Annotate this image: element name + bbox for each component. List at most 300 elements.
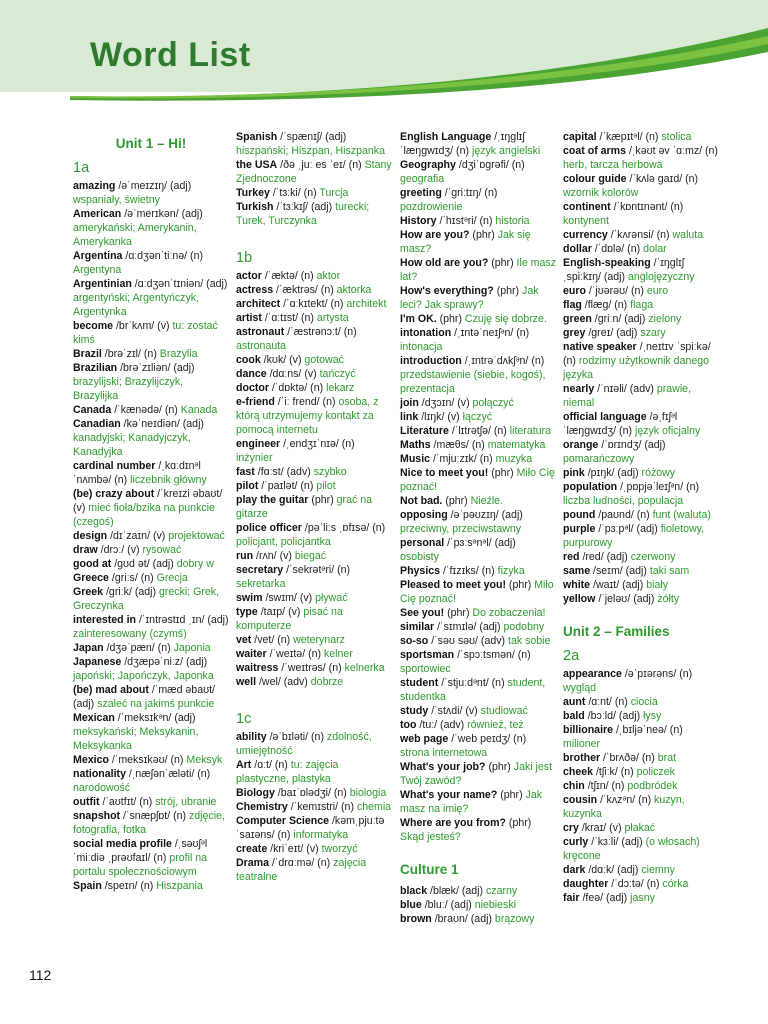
pronunciation: /ˈfɪzɪks/ (n) [440, 565, 495, 577]
headword: Where are you from? [400, 817, 506, 829]
pronunciation: /dʒæpəˈniːz/ (adj) [121, 656, 208, 668]
translation: ciemny [638, 864, 675, 876]
translation: intonacja [400, 341, 443, 353]
word-entry [236, 814, 392, 842]
translation: zajęcia teatralne [236, 857, 367, 883]
translation: żółty [654, 593, 680, 605]
translation: Czuję się dobrze. [461, 313, 547, 325]
translation: rysować [139, 544, 182, 556]
translation: pomarańczowy [563, 453, 635, 465]
word-entry [563, 466, 719, 480]
translation: wzornik kolorów [563, 187, 639, 199]
pronunciation: /speɪn/ (n) [101, 880, 154, 892]
translation: Miło Cię poznać! [400, 467, 555, 493]
word-entry [73, 403, 229, 417]
word-entry [400, 312, 556, 326]
pronunciation: /ˌbɪljəˈneə/ (n) [613, 724, 683, 736]
headword: How old are you? [400, 257, 489, 269]
translation: studiować [477, 705, 528, 717]
headword: white [563, 579, 591, 591]
word-entry [73, 207, 229, 249]
pronunciation: (phr) [442, 495, 468, 507]
word-entry [236, 130, 392, 158]
translation: podobny [500, 621, 545, 633]
translation: brązowy [491, 913, 535, 925]
pronunciation: /ɡreɪ/ (adj) [585, 327, 638, 339]
word-entry [563, 284, 719, 298]
headword: draw [73, 544, 98, 556]
translation: zielony [645, 313, 682, 325]
headword: police officer [236, 522, 302, 534]
translation: zdjęcie, fotografia, fotka [73, 810, 225, 836]
headword: secretary [236, 564, 284, 576]
pronunciation: /ˌɪntrəˈdʌkʃᵊn/ (n) [461, 355, 545, 367]
pronunciation: /wel/ (adv) [256, 676, 308, 688]
headword: actor [236, 270, 262, 282]
translation: łączyć [459, 411, 493, 423]
headword: waitress [236, 662, 279, 674]
translation: Skąd jesteś? [400, 831, 461, 843]
headword: Art [236, 759, 252, 771]
headword: Pleased to meet you! [400, 579, 506, 591]
pronunciation: (phr) [505, 817, 532, 829]
pronunciation: /mæθs/ (n) [430, 439, 485, 451]
word-entry [236, 661, 392, 675]
word-entry [236, 381, 392, 395]
translation: gotować [301, 354, 344, 366]
translation: liczba ludności, populacja [563, 495, 684, 507]
headword: English Language [400, 131, 492, 143]
pronunciation: /ˈtɜːkɪʃ/ (adj) [273, 201, 333, 213]
word-entry [563, 522, 719, 550]
pronunciation: /brˈkʌm/ (v) [113, 320, 170, 332]
word-entry [400, 424, 556, 438]
word-entry [563, 891, 719, 905]
pronunciation: /dʒiˈɒɡrəfi/ (n) [455, 159, 525, 171]
translation: czerwony [627, 551, 676, 563]
translation: również, też [464, 719, 524, 731]
translation: artysta [313, 312, 349, 324]
pronunciation: /ˈspɔːtsmən/ (n) [454, 649, 531, 661]
word-entry [236, 465, 392, 479]
translation: muzyka [492, 453, 533, 465]
headword: Japanese [73, 656, 122, 668]
pronunciation: /ˈæktə/ (n) [261, 270, 314, 282]
headword: intonation [400, 327, 452, 339]
word-entry [563, 340, 719, 382]
pronunciation: /tuː/ (adv) [416, 719, 465, 731]
word-entry [400, 410, 556, 424]
pronunciation: /dʒɔɪn/ (v) [418, 397, 470, 409]
pronunciation: /ˈdɒlə/ (n) [591, 243, 641, 255]
headword: I'm OK. [400, 313, 437, 325]
translation: chemia [353, 801, 392, 813]
word-entry [236, 325, 392, 353]
pronunciation: /ˌendʒɪˈnɪə/ (n) [280, 438, 355, 450]
headword: Music [400, 453, 431, 465]
pronunciation: (phr) [444, 607, 470, 619]
word-entry [400, 816, 556, 844]
translation: Hiszpania [153, 880, 203, 892]
pronunciation: /ˈtɜːki/ (n) [269, 187, 317, 199]
pronunciation: /ɡʊd ət/ (adj) [111, 558, 174, 570]
word-entry [236, 200, 392, 228]
pronunciation: /ˈkɜːli/ (adj) [588, 836, 643, 848]
translation: wygląd [563, 682, 596, 694]
translation: japoński; Japończyk, Japonka [73, 670, 214, 682]
translation: meksykański; Meksykanin, Meksykanka [73, 726, 199, 752]
pronunciation: /fɑːst/ (adv) [254, 466, 311, 478]
pronunciation: /əˈmeɪzɪŋ/ (adj) [115, 180, 192, 192]
headword: pink [563, 467, 585, 479]
pronunciation: /braʊn/ (adj) [431, 913, 492, 925]
word-entry [400, 228, 556, 256]
translation: informatyka [290, 829, 349, 841]
word-list-column-1 [73, 130, 229, 893]
translation: wspaniały, świetny [73, 194, 160, 206]
word-entry [400, 634, 556, 648]
headword: dark [563, 864, 586, 876]
headword: introduction [400, 355, 462, 367]
translation: Meksyk [183, 754, 223, 766]
word-entry [563, 200, 719, 228]
pronunciation: /ˌpɒpjəˈleɪʃᵊn/ (n) [617, 481, 700, 493]
word-entry [400, 788, 556, 816]
headword: interested in [73, 614, 136, 626]
word-entry [73, 795, 229, 809]
word-entry [563, 723, 719, 751]
pronunciation: /ˈlɪtrətʃə/ (n) [448, 425, 507, 437]
translation: sekretarka [236, 578, 286, 590]
translation: Argentyna [73, 264, 122, 276]
pronunciation: /ˈmeksɪkᵊn/ (adj) [114, 712, 196, 724]
translation: historia [492, 215, 530, 227]
translation: narodowość [73, 782, 131, 794]
pronunciation: /ˈweb peɪdʒ/ (n) [448, 733, 527, 745]
word-entry [73, 319, 229, 347]
headword: similar [400, 621, 435, 633]
word-entry [236, 493, 392, 521]
translation: przeciwny, przeciwstawny [400, 523, 522, 535]
translation: biologia [346, 787, 387, 799]
translation: Grecja [153, 572, 188, 584]
headword: well [236, 676, 257, 688]
word-entry [236, 395, 392, 437]
translation: turecki; Turek, Turczynka [236, 201, 370, 227]
headword: (be) mad about [73, 684, 149, 696]
pronunciation: /əˌfɪʃᵊl ˈlæŋɡwɪdʒ/ (n) [563, 411, 678, 437]
translation: mieć fioła/bzika na punkcie (czegoś) [73, 502, 215, 528]
pronunciation: /ðə ˌjuː es ˈeɪ/ (n) [277, 159, 362, 171]
translation: liczebnik główny [127, 474, 207, 486]
pronunciation: /kraɪ/ (v) [578, 822, 622, 834]
headword: coat of arms [563, 145, 626, 157]
word-entry [400, 676, 556, 704]
word-entry [73, 277, 229, 319]
translation: szaleć na jakimś punkcie [94, 698, 215, 710]
translation: profil na portalu społecznościowym [73, 852, 208, 878]
headword: create [236, 843, 268, 855]
pronunciation: /ˈɑːtɪst/ (n) [261, 312, 314, 324]
word-entry [73, 753, 229, 767]
translation: podbródek [624, 780, 678, 792]
translation: strój, ubranie [152, 796, 217, 808]
word-entry [400, 732, 556, 760]
headword: aunt [563, 696, 586, 708]
translation: pozdrowienie [400, 201, 463, 213]
translation: stolica [658, 131, 692, 143]
headword: Biology [236, 787, 275, 799]
word-entry [563, 592, 719, 606]
headword: study [400, 705, 429, 717]
pronunciation: /ˈkænədə/ (n) [111, 404, 178, 416]
pronunciation: /ˈspænɪʃ/ (adj) [277, 131, 347, 143]
word-entry [236, 297, 392, 311]
headword: cousin [563, 794, 598, 806]
headword: sportsman [400, 649, 455, 661]
headword: continent [563, 201, 611, 213]
headword: black [400, 885, 428, 897]
word-entry [563, 256, 719, 284]
translation: Jak się masz? [400, 229, 531, 255]
pronunciation: /ˌɪntəˈneɪʃᵊn/ (n) [451, 327, 530, 339]
word-entry [400, 564, 556, 578]
translation: rodzimy użytkownik danego języka [563, 355, 710, 381]
pronunciation: /brəˈzɪliən/ (adj) [117, 362, 195, 374]
translation: grecki; Grek, Greczynka [73, 586, 220, 612]
translation: jasny [627, 892, 655, 904]
headword: the USA [236, 159, 278, 171]
pronunciation: /ˈɒrɪndʒ/ (adj) [598, 439, 666, 451]
translation: brat [654, 752, 677, 764]
translation: połączyć [469, 397, 514, 409]
pronunciation: /pɪŋk/ (adj) [584, 467, 639, 479]
headword: snapshot [73, 810, 121, 822]
word-entry [236, 367, 392, 381]
headword: Mexican [73, 712, 115, 724]
unit-heading: Culture 1 [400, 862, 459, 877]
pronunciation: /ˌnæʃənˈæləti/ (n) [125, 768, 211, 780]
headword: ability [236, 731, 267, 743]
word-entry [563, 172, 719, 200]
pronunciation: /ˌkəʊt əv ˈɑːmz/ (n) [626, 145, 718, 157]
word-entry [563, 326, 719, 340]
pronunciation: /ˈkemɪstri/ (n) [287, 801, 354, 813]
translation: tak sobie [505, 635, 551, 647]
headword: nationality [73, 768, 126, 780]
headword: daughter [563, 878, 609, 890]
headword: History [400, 215, 437, 227]
translation: pilot [313, 480, 336, 492]
pronunciation: /ˈsekrətᵊri/ (n) [283, 564, 351, 576]
headword: green [563, 313, 592, 325]
word-entry [400, 536, 556, 564]
headword: social media profile [73, 838, 172, 850]
translation: dobrze [307, 676, 344, 688]
pronunciation: (phr) [488, 467, 514, 479]
section-heading: 1c [236, 711, 252, 727]
word-entry [73, 529, 229, 543]
pronunciation: /ˈdɔːtə/ (n) [608, 878, 660, 890]
pronunciation: (phr) [308, 494, 334, 506]
word-entry [563, 877, 719, 891]
word-entry [563, 410, 719, 438]
headword: cry [563, 822, 579, 834]
headword: bald [563, 710, 585, 722]
pronunciation: /ˈæktrəs/ (n) [273, 284, 334, 296]
word-entry [563, 144, 719, 172]
translation: tworzyć [318, 843, 358, 855]
translation: Kanada [177, 404, 218, 416]
pronunciation: /bɔːld/ (adj) [584, 710, 641, 722]
headword: euro [563, 285, 586, 297]
word-entry [400, 620, 556, 634]
word-entry [563, 695, 719, 709]
headword: play the guitar [236, 494, 309, 506]
translation: przedstawienie (siebie, kogoś), prezentacja [400, 369, 546, 395]
word-entry [563, 835, 719, 863]
translation: milioner [563, 738, 601, 750]
translation: Do zobaczenia! [469, 607, 546, 619]
headword: Chemistry [236, 801, 288, 813]
word-entry [73, 361, 229, 403]
word-entry [563, 382, 719, 410]
translation: argentyński; Argentyńczyk, Argentynka [73, 292, 200, 318]
pronunciation: /ˈbrʌðə/ (n) [600, 752, 655, 764]
word-entry [236, 591, 392, 605]
word-entry [236, 786, 392, 800]
word-entry [563, 709, 719, 723]
section-heading: 1b [236, 250, 253, 266]
headword: greeting [400, 187, 442, 199]
translation: Japonia [170, 642, 211, 654]
translation: tu: zajęcia plastyczne, plastyka [236, 759, 339, 785]
pronunciation: /ˈɪŋɡlɪʃ ˌspiːkɪŋ/ (adj) [563, 257, 685, 283]
translation: dobry w [173, 558, 214, 570]
translation: funt (waluta) [649, 509, 711, 521]
word-entry [236, 549, 392, 563]
translation: brazylijski; Brazylijczyk, Brazylijka [73, 376, 184, 402]
translation: Jaki jest Twój zawód? [400, 761, 553, 787]
headword: Turkish [236, 201, 274, 213]
pronunciation: /kʊk/ (v) [260, 354, 302, 366]
translation: policjant, policjantka [236, 536, 331, 548]
translation: biegać [291, 550, 327, 562]
translation: prawie, niemal [563, 383, 692, 409]
headword: How are you? [400, 229, 470, 241]
pronunciation: /flæɡ/ (n) [581, 299, 628, 311]
translation: policzek [633, 766, 675, 778]
translation: astronauta [236, 340, 287, 352]
pronunciation: (phr) [497, 789, 523, 801]
pronunciation: /brəˈzɪl/ (n) [101, 348, 157, 360]
word-entry [400, 396, 556, 410]
pronunciation: (phr) [493, 285, 520, 297]
pronunciation: /əˈpɪərəns/ (n) [621, 668, 693, 680]
pronunciation: /ˈkʌrənsi/ (n) [607, 229, 670, 241]
unit-heading: Unit 2 – Families [563, 624, 670, 639]
pronunciation: /ˈjʊərəʊ/ (n) [585, 285, 644, 297]
pronunciation: /ɡriːn/ (adj) [591, 313, 646, 325]
word-entry [236, 758, 392, 786]
headword: curly [563, 836, 589, 848]
translation: tańczyć [316, 368, 356, 380]
word-entry [400, 648, 556, 676]
pronunciation: /ˈmjuːzɪk/ (n) [430, 453, 493, 465]
translation: projektować [165, 530, 225, 542]
pronunciation: /ˈaʊtfɪt/ (n) [99, 796, 153, 808]
word-entry [400, 912, 556, 926]
word-entry [73, 879, 229, 893]
headword: blue [400, 899, 422, 911]
word-entry [73, 487, 229, 529]
pronunciation: /rʌn/ (v) [253, 550, 292, 562]
translation: kelner [321, 648, 353, 660]
word-entry [400, 284, 556, 312]
translation: weterynarz [290, 634, 345, 646]
page-number: 112 [29, 967, 52, 983]
word-entry [400, 452, 556, 466]
word-entry [563, 228, 719, 242]
word-entry [400, 186, 556, 214]
word-entry [236, 283, 392, 297]
pronunciation: /əˈbɪləti/ (n) [266, 731, 324, 743]
pronunciation: /kəˈneɪdiən/ (adj) [120, 418, 204, 430]
headword: Maths [400, 439, 431, 451]
translation: szary [637, 327, 666, 339]
headword: native speaker [563, 341, 637, 353]
pronunciation: /tʃiːk/ (n) [593, 766, 634, 778]
pronunciation: /paʊnd/ (n) [595, 509, 650, 521]
headword: grey [563, 327, 586, 339]
pronunciation: /ˈweɪtrəs/ (n) [278, 662, 342, 674]
headword: Physics [400, 565, 441, 577]
header-banner [0, 0, 768, 102]
pronunciation: /taɪp/ (v) [257, 606, 301, 618]
headword: colour guide [563, 173, 627, 185]
pronunciation: /ˈkʌlə ɡaɪd/ (n) [626, 173, 699, 185]
word-entry [73, 585, 229, 613]
word-entry [563, 312, 719, 326]
word-entry [400, 704, 556, 718]
pronunciation: /ˈkæpɪtᵊl/ (n) [596, 131, 659, 143]
headword: chin [563, 780, 585, 792]
pronunciation: /ˈmeksɪkəʊ/ (n) [108, 754, 184, 766]
headword: personal [400, 537, 445, 549]
translation: grać na gitarze [236, 494, 372, 520]
pronunciation: /pəˈliːs ˌɒfɪsə/ (n) [301, 522, 386, 534]
pronunciation: /swɪm/ (v) [262, 592, 313, 604]
pronunciation: /kriˈeɪt/ (v) [267, 843, 319, 855]
headword: purple [563, 523, 596, 535]
word-entry [400, 466, 556, 494]
word-entry [400, 214, 556, 228]
word-entry [73, 543, 229, 557]
word-entry [563, 863, 719, 877]
word-entry [236, 479, 392, 493]
pronunciation: /ˈdɒktə/ (n) [268, 382, 324, 394]
translation: waluta [669, 229, 704, 241]
pronunciation: /ˈmæd əbaʊt/ (adj) [73, 684, 215, 710]
translation: osobisty [400, 551, 439, 563]
headword: fair [563, 892, 580, 904]
translation: Ile masz lat? [400, 257, 556, 283]
headword: waiter [236, 648, 267, 660]
translation: łysy [640, 710, 662, 722]
headword: appearance [563, 668, 622, 680]
word-entry [236, 800, 392, 814]
word-entry [236, 633, 392, 647]
